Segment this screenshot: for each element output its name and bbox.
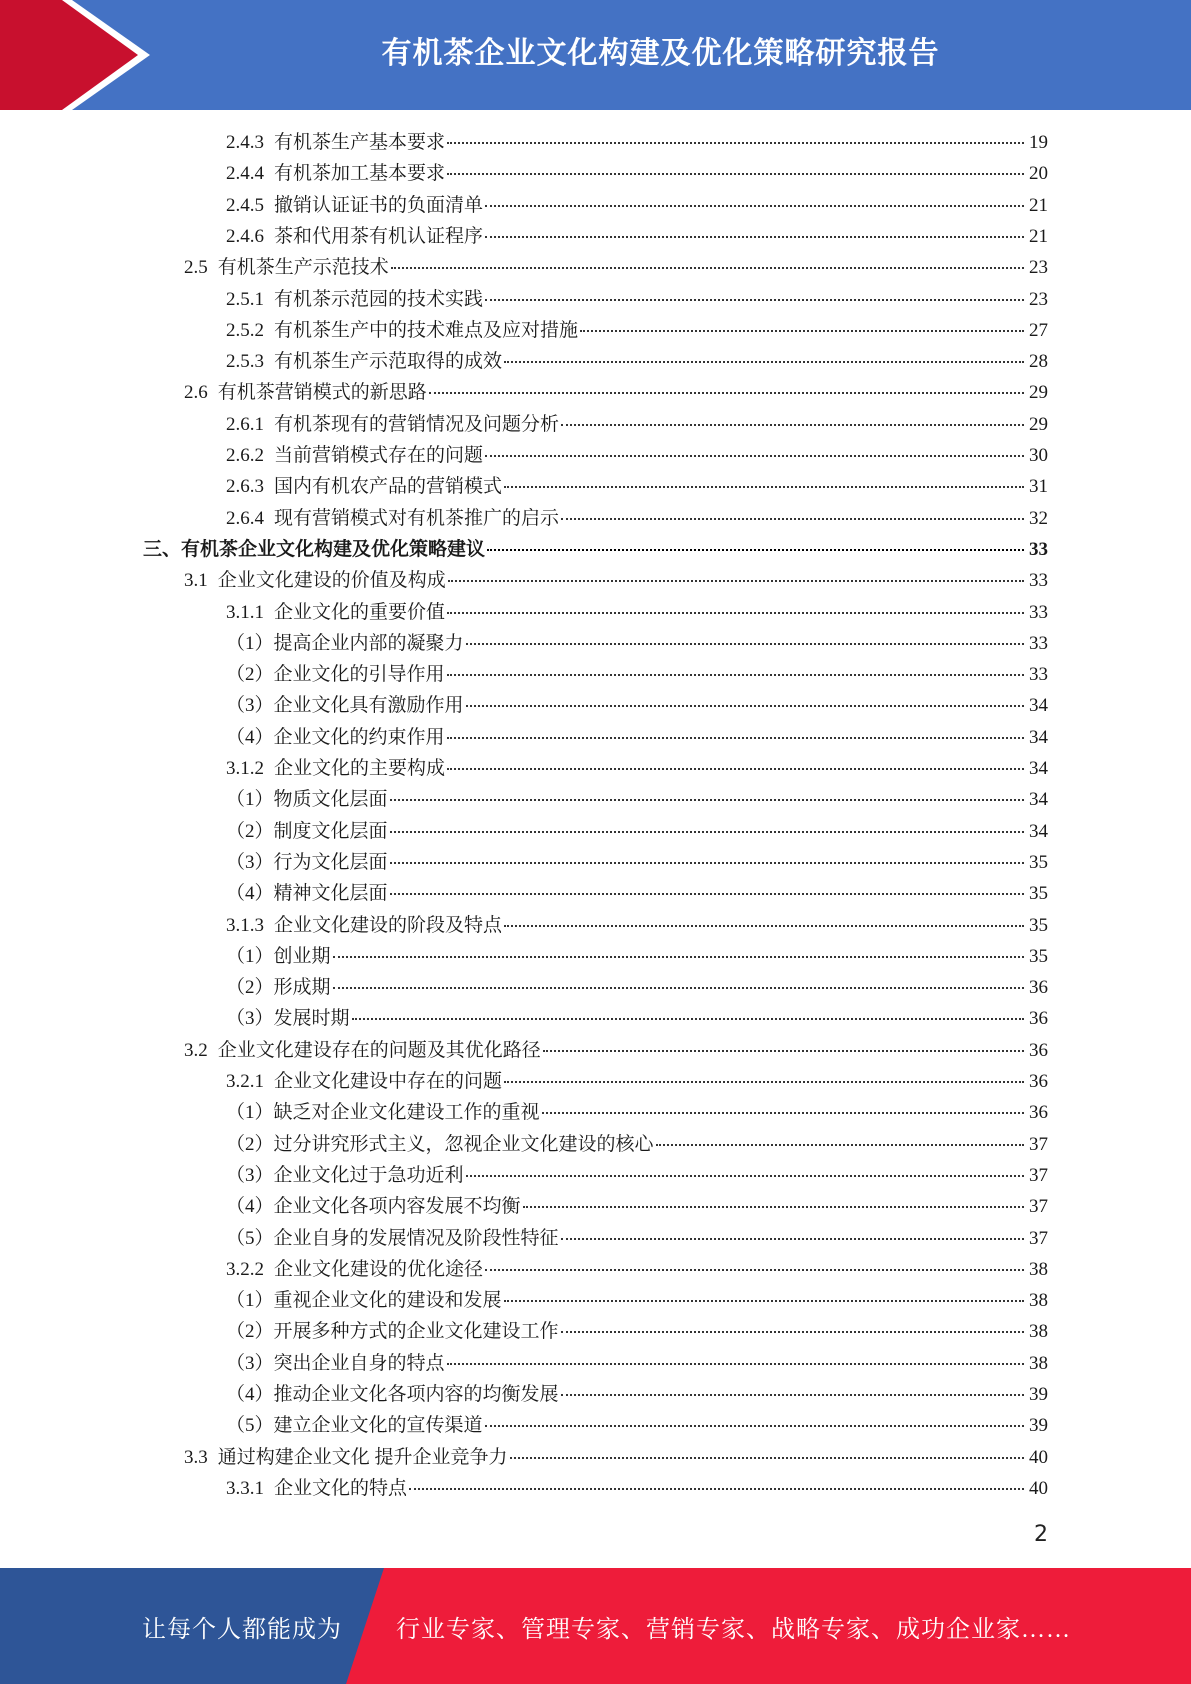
toc-entry[interactable] [226,1223,1048,1254]
toc-entry-title: （4）推动企业文化各项内容的均衡发展 [226,1384,559,1405]
toc-entry-number: 3.2 [184,1040,208,1061]
toc-entry[interactable] [226,722,1048,753]
toc-entry-number: 2.4.4 [226,163,264,184]
toc-dot-leader [447,173,1024,175]
toc-entry[interactable] [226,284,1048,315]
toc-entry-title: 有机茶生产基本要求 [274,132,446,153]
toc-entry-page: 34 [1029,695,1048,716]
toc-entry-title: 现有营销模式对有机茶推广的启示 [274,508,560,529]
document-title: 有机茶企业文化构建及优化策略研究报告 [381,36,940,71]
toc-entry[interactable] [226,127,1048,158]
toc-entry[interactable] [184,252,1048,283]
toc-entry-page: 23 [1029,257,1048,278]
toc-entry-number: 3.1 [184,570,208,591]
toc-entry[interactable] [184,1035,1048,1066]
toc-entry-title: （2）制度文化层面 [226,821,388,842]
toc-dot-leader [447,142,1024,144]
toc-dot-leader [485,1425,1024,1427]
toc-entry-page: 36 [1029,1008,1048,1029]
toc-entry[interactable] [226,847,1048,878]
toc-dot-leader [487,549,1024,551]
toc-entry-page: 35 [1029,883,1048,904]
toc-entry[interactable] [226,1129,1048,1160]
toc-entry-title: 有机茶营销模式的新思路 [217,382,427,403]
toc-entry-page: 35 [1029,852,1048,873]
toc-entry-page: 30 [1029,445,1048,466]
toc-entry-page: 40 [1029,1447,1048,1468]
toc-entry[interactable] [226,597,1048,628]
toc-entry-number: 3.1.1 [226,602,264,623]
toc-dot-leader [561,1238,1024,1240]
toc-entry-page: 29 [1029,414,1048,435]
toc-entry-title: （3）行为文化层面 [226,852,388,873]
toc-dot-leader [561,1331,1024,1333]
toc-dot-leader [656,1144,1024,1146]
toc-entry-title: 企业文化的主要构成 [274,758,446,779]
toc-entry-title: （1）物质文化层面 [226,789,388,810]
toc-entry-page: 37 [1029,1228,1048,1249]
toc-entry[interactable] [184,1442,1048,1473]
toc-entry-page: 33 [1029,633,1048,654]
toc-entry-page: 36 [1029,1071,1048,1092]
toc-entry-page: 36 [1029,977,1048,998]
page-footer [0,1568,1191,1684]
toc-entry-number: 3.1.2 [226,758,264,779]
toc-entry-title: （4）精神文化层面 [226,883,388,904]
toc-entry-title: 企业文化建设的优化途径 [274,1259,484,1280]
toc-entry-page: 29 [1029,382,1048,403]
toc-entry-number: 2.5 [184,257,208,278]
toc-entry[interactable] [226,1191,1048,1222]
toc-entry-number: 2.5.3 [226,351,264,372]
toc-dot-leader [333,987,1024,989]
toc-entry[interactable] [226,1379,1048,1410]
toc-entry[interactable] [226,1003,1048,1034]
toc-entry-title: 有机茶生产中的技术难点及应对措施 [274,320,579,341]
toc-entry-page: 38 [1029,1290,1048,1311]
toc-entry-number: 3.3.1 [226,1478,264,1499]
toc-entry[interactable] [226,690,1048,721]
toc-entry-title: 企业文化建设中存在的问题 [274,1071,503,1092]
toc-entry-title: （2）企业文化的引导作用 [226,664,445,685]
toc-dot-leader [510,1457,1024,1459]
toc-entry-page: 21 [1029,195,1048,216]
toc-entry-number: 2.5.2 [226,320,264,341]
toc-entry-number: 2.4.6 [226,226,264,247]
toc-entry[interactable] [226,1097,1048,1128]
toc-entry-page: 34 [1029,789,1048,810]
toc-entry-title: （2）开展多种方式的企业文化建设工作 [226,1321,559,1342]
toc-entry-page: 37 [1029,1196,1048,1217]
toc-entry-title: 撤销认证证书的负面清单 [274,195,484,216]
toc-entry-page: 38 [1029,1353,1048,1374]
toc-dot-leader [561,424,1024,426]
toc-entry-number: 3.3 [184,1447,208,1468]
toc-entry-number: 3.2.1 [226,1071,264,1092]
toc-entry-page: 19 [1029,132,1048,153]
toc-dot-leader [504,1300,1024,1302]
toc-entry-title: （1）创业期 [226,946,331,967]
header-chevron-decoration [0,0,160,110]
toc-entry[interactable] [226,1160,1048,1191]
toc-entry-page: 28 [1029,351,1048,372]
toc-entry[interactable] [226,190,1048,221]
toc-entry-number: 2.6.2 [226,445,264,466]
toc-entry[interactable] [226,471,1048,502]
toc-dot-leader [543,1050,1024,1052]
toc-entry-title: 企业文化建设的价值及构成 [217,570,446,591]
toc-entry-page: 37 [1029,1165,1048,1186]
toc-entry-page: 33 [1029,664,1048,685]
toc-dot-leader [447,737,1024,739]
toc-entry[interactable] [226,346,1048,377]
toc-entry[interactable] [226,1410,1048,1441]
toc-entry[interactable] [226,910,1048,941]
toc-entry-page: 40 [1029,1478,1048,1499]
toc-entry[interactable] [226,1066,1048,1097]
toc-entry-title: 有机茶生产示范技术 [217,257,389,278]
toc-entry-title: （2）过分讲究形式主义，忽视企业文化建设的核心 [226,1134,654,1155]
toc-entry-title: 企业文化的重要价值 [274,602,446,623]
toc-entry-page: 34 [1029,758,1048,779]
toc-dot-leader [523,1206,1024,1208]
toc-entry[interactable] [226,1348,1048,1379]
toc-entry-page: 34 [1029,821,1048,842]
toc-entry-title: （3）企业文化过于急功近利 [226,1165,464,1186]
footer-slogan-right: 行业专家、管理专家、营销专家、战略专家、成功企业家…… [396,1616,1071,1643]
page-header [0,0,1191,110]
toc-dot-leader [504,925,1024,927]
toc-entry-number: 2.6.3 [226,476,264,497]
toc-dot-leader [390,893,1024,895]
toc-entry-title: （2）形成期 [226,977,331,998]
toc-dot-leader [390,831,1024,833]
toc-dot-leader [466,1175,1024,1177]
toc-entry-page: 38 [1029,1321,1048,1342]
toc-dot-leader [542,1112,1024,1114]
toc-dot-leader [448,580,1024,582]
toc-entry-number: 2.6.1 [226,414,264,435]
toc-entry-title: （3）发展时期 [226,1008,350,1029]
toc-entry-page: 23 [1029,289,1048,310]
toc-dot-leader [485,236,1024,238]
toc-entry-title: 茶和代用茶有机认证程序 [274,226,484,247]
toc-entry-number: 2.6.4 [226,508,264,529]
toc-entry-page: 36 [1029,1102,1048,1123]
toc-entry[interactable] [226,753,1048,784]
toc-entry-page: 32 [1029,508,1048,529]
toc-dot-leader [561,518,1024,520]
footer-slogan-left: 让每个人都能成为 [142,1616,342,1643]
toc-entry-title: （5）企业自身的发展情况及阶段性特征 [226,1228,559,1249]
toc-dot-leader [485,455,1024,457]
toc-entry-number: 2.5.1 [226,289,264,310]
page-number: 2 [1034,1522,1048,1547]
toc-entry[interactable] [226,158,1048,189]
toc-dot-leader [390,862,1024,864]
toc-entry[interactable] [226,503,1048,534]
toc-entry-title: 有机茶现有的营销情况及问题分析 [274,414,560,435]
toc-entry-title: （4）企业文化各项内容发展不均衡 [226,1196,521,1217]
toc-entry-title: 国内有机农产品的营销模式 [274,476,503,497]
toc-entry-title: 企业文化的特点 [274,1478,408,1499]
toc-entry-title: （1）提高企业内部的凝聚力 [226,633,464,654]
toc-entry[interactable] [226,1285,1048,1316]
toc-dot-leader [409,1488,1024,1490]
toc-dot-leader [447,612,1024,614]
toc-entry-title: （3）企业文化具有激励作用 [226,695,464,716]
toc-dot-leader [485,205,1024,207]
toc-dot-leader [352,1018,1024,1020]
toc-entry-title: （4）企业文化的约束作用 [226,727,445,748]
toc-entry[interactable] [226,221,1048,252]
toc-entry-page: 31 [1029,476,1048,497]
toc-entry-title: （5）建立企业文化的宣传渠道 [226,1415,483,1436]
toc-dot-leader [391,267,1024,269]
toc-entry-title: 有机茶示范园的技术实践 [274,289,484,310]
toc-entry-title: 有机茶加工基本要求 [274,163,446,184]
toc-entry-title: 通过构建企业文化 提升企业竞争力 [217,1447,508,1468]
toc-entry-number: 2.6 [184,382,208,403]
toc-entry[interactable] [226,440,1048,471]
toc-dot-leader [447,674,1024,676]
toc-entry-page: 35 [1029,915,1048,936]
toc-entry-title: 企业文化建设存在的问题及其优化路径 [217,1040,541,1061]
toc-entry[interactable] [226,816,1048,847]
toc-entry-page: 33 [1029,539,1048,560]
toc-entry[interactable] [226,972,1048,1003]
toc-entry-number: 2.4.3 [226,132,264,153]
toc-entry[interactable] [226,784,1048,815]
toc-entry-title: （1）缺乏对企业文化建设工作的重视 [226,1102,540,1123]
toc-entry-page: 35 [1029,946,1048,967]
toc-dot-leader [447,1363,1024,1365]
toc-entry-page: 27 [1029,320,1048,341]
toc-entry[interactable] [143,534,1048,565]
toc-entry-title: （1）重视企业文化的建设和发展 [226,1290,502,1311]
toc-entry[interactable] [226,941,1048,972]
toc-dot-leader [485,299,1024,301]
toc-dot-leader [447,768,1024,770]
toc-entry-page: 36 [1029,1040,1048,1061]
toc-entry[interactable] [226,878,1048,909]
toc-entry-page: 38 [1029,1259,1048,1280]
toc-entry-number: 3.1.3 [226,915,264,936]
toc-dot-leader [466,705,1024,707]
toc-dot-leader [580,330,1024,332]
toc-dot-leader [504,486,1024,488]
toc-dot-leader [429,392,1024,394]
toc-entry[interactable] [184,377,1048,408]
toc-dot-leader [504,361,1024,363]
toc-entry-page: 33 [1029,602,1048,623]
toc-dot-leader [466,643,1024,645]
toc-entry[interactable] [184,565,1048,596]
toc-entry[interactable] [226,1316,1048,1347]
toc-entry-page: 39 [1029,1415,1048,1436]
toc-entry-title: 有机茶生产示范取得的成效 [274,351,503,372]
toc-entry[interactable] [226,628,1048,659]
toc-entry-number: 3.2.2 [226,1259,264,1280]
toc-dot-leader [485,1269,1024,1271]
toc-entry[interactable] [226,659,1048,690]
toc-dot-leader [504,1081,1024,1083]
toc-dot-leader [390,799,1024,801]
toc-entry-title: 三、有机茶企业文化构建及优化策略建议 [143,539,486,560]
toc-entry-page: 37 [1029,1134,1048,1155]
toc-entry[interactable] [226,1254,1048,1285]
toc-entry-title: （3）突出企业自身的特点 [226,1353,445,1374]
toc-entry[interactable] [226,315,1048,346]
toc-entry-page: 39 [1029,1384,1048,1405]
toc-entry[interactable] [226,409,1048,440]
toc-entry-number: 2.4.5 [226,195,264,216]
toc-entry-page: 21 [1029,226,1048,247]
toc-entry-title: 企业文化建设的阶段及特点 [274,915,503,936]
toc-entry[interactable] [226,1473,1048,1504]
toc-dot-leader [333,956,1024,958]
toc-entry-page: 34 [1029,727,1048,748]
toc-entry-page: 33 [1029,570,1048,591]
toc-entry-page: 20 [1029,163,1048,184]
toc-dot-leader [561,1394,1024,1396]
toc-entry-title: 当前营销模式存在的问题 [274,445,484,466]
